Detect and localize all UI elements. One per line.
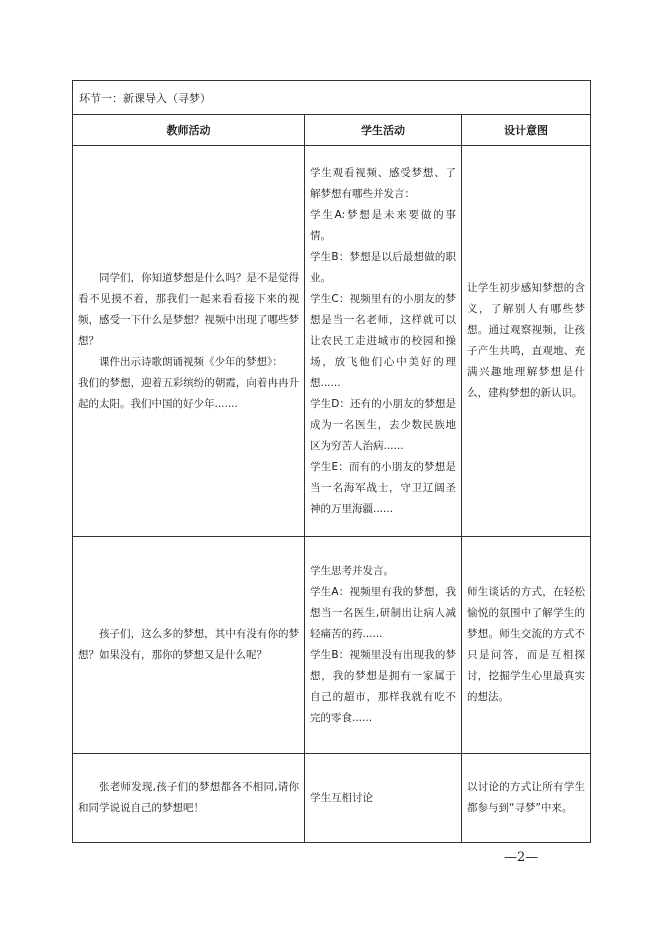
student-text: 学生互相讨论 bbox=[310, 791, 373, 804]
student-text: 学生A：视频里有我的梦想，我想当一名医生,研制出让病人减轻痛苦的药...... bbox=[310, 586, 456, 640]
table-row bbox=[73, 146, 591, 537]
student-text: 学生E：而有的小朋友的梦想是当一名海军战士，守卫辽阔圣神的万里海疆...... bbox=[310, 460, 456, 515]
header-design: 设计意图 bbox=[462, 115, 591, 146]
design-text: 师生谈话的方式，在轻松愉悦的氛围中了解学生的梦想。师生交流的方式不只是问答，而是互相探讨，挖掘学生心里最真实的想法。 bbox=[467, 586, 586, 703]
design-cell bbox=[462, 754, 591, 843]
design-cell bbox=[462, 537, 591, 754]
student-text: 学生B：视频里没有出现我的梦想，我的梦想是拥有一家属于自己的超市，那样我就有吃不完的零食...... bbox=[310, 649, 456, 724]
page-number: —2— bbox=[504, 850, 539, 865]
design-text: 让学生初步感知梦想的含义，了解别人有哪些梦想。通过观察视频，让孩子产生共鸣，直观地、充满兴趣地理解梦想是什么，建构梦想的新认识。 bbox=[467, 282, 586, 399]
teacher-text: 张老师发现,孩子们的梦想都各不相同,请你和同学说说自己的梦想吧！ bbox=[78, 781, 299, 814]
student-cell bbox=[305, 146, 462, 537]
teacher-text: 我们的梦想，迎着五彩缤纷的朝霞，向着冉冉升起的太阳。我们中国的好少年....... bbox=[78, 376, 299, 410]
teacher-text: 同学们，你知道梦想是什么吗？是不是觉得看不见摸不着，那我们一起来看看接下来的视频，感受一下什么是梦想？视频中出现了哪些梦想？ bbox=[78, 271, 299, 347]
design-cell bbox=[462, 146, 591, 537]
teacher-cell bbox=[73, 146, 305, 537]
student-cell bbox=[305, 754, 462, 843]
design-text: 以讨论的方式让所有学生都参与到“寻梦”中来。 bbox=[467, 781, 586, 814]
header-teacher: 教师活动 bbox=[73, 115, 305, 146]
teacher-text: 孩子们，这么多的梦想，其中有没有你的梦想？如果没有，那你的梦想又是什么呢？ bbox=[78, 628, 299, 661]
section-title: 环节一：新课导入（寻梦） bbox=[73, 81, 591, 115]
student-text: 学生A:梦想是未来要做的事情。 bbox=[310, 208, 456, 242]
student-text: 学生思考并发言。 bbox=[310, 565, 394, 577]
table-row bbox=[73, 754, 591, 843]
teacher-text: 课件出示诗歌朗诵视频《少年的梦想》： bbox=[99, 355, 283, 368]
student-text: 学生D：还有的小朋友的梦想是成为一名医生，去少数民族地区为穷苦人治病...... bbox=[310, 397, 456, 452]
lesson-table bbox=[72, 80, 591, 843]
table-row bbox=[73, 537, 591, 754]
teacher-cell bbox=[73, 754, 305, 843]
student-text: 学生B：梦想是以后最想做的职业。 bbox=[310, 250, 456, 284]
student-cell bbox=[305, 537, 462, 754]
student-text: 学生C：视频里有的小朋友的梦想是当一名老师，这样就可以让农民工走进城市的校园和操场，放飞他们心中美好的理想...... bbox=[310, 292, 456, 389]
student-text: 学生观看视频、感受梦想、了解梦想有哪些并发言： bbox=[310, 166, 456, 200]
teacher-cell bbox=[73, 537, 305, 754]
header-student: 学生活动 bbox=[305, 115, 462, 146]
